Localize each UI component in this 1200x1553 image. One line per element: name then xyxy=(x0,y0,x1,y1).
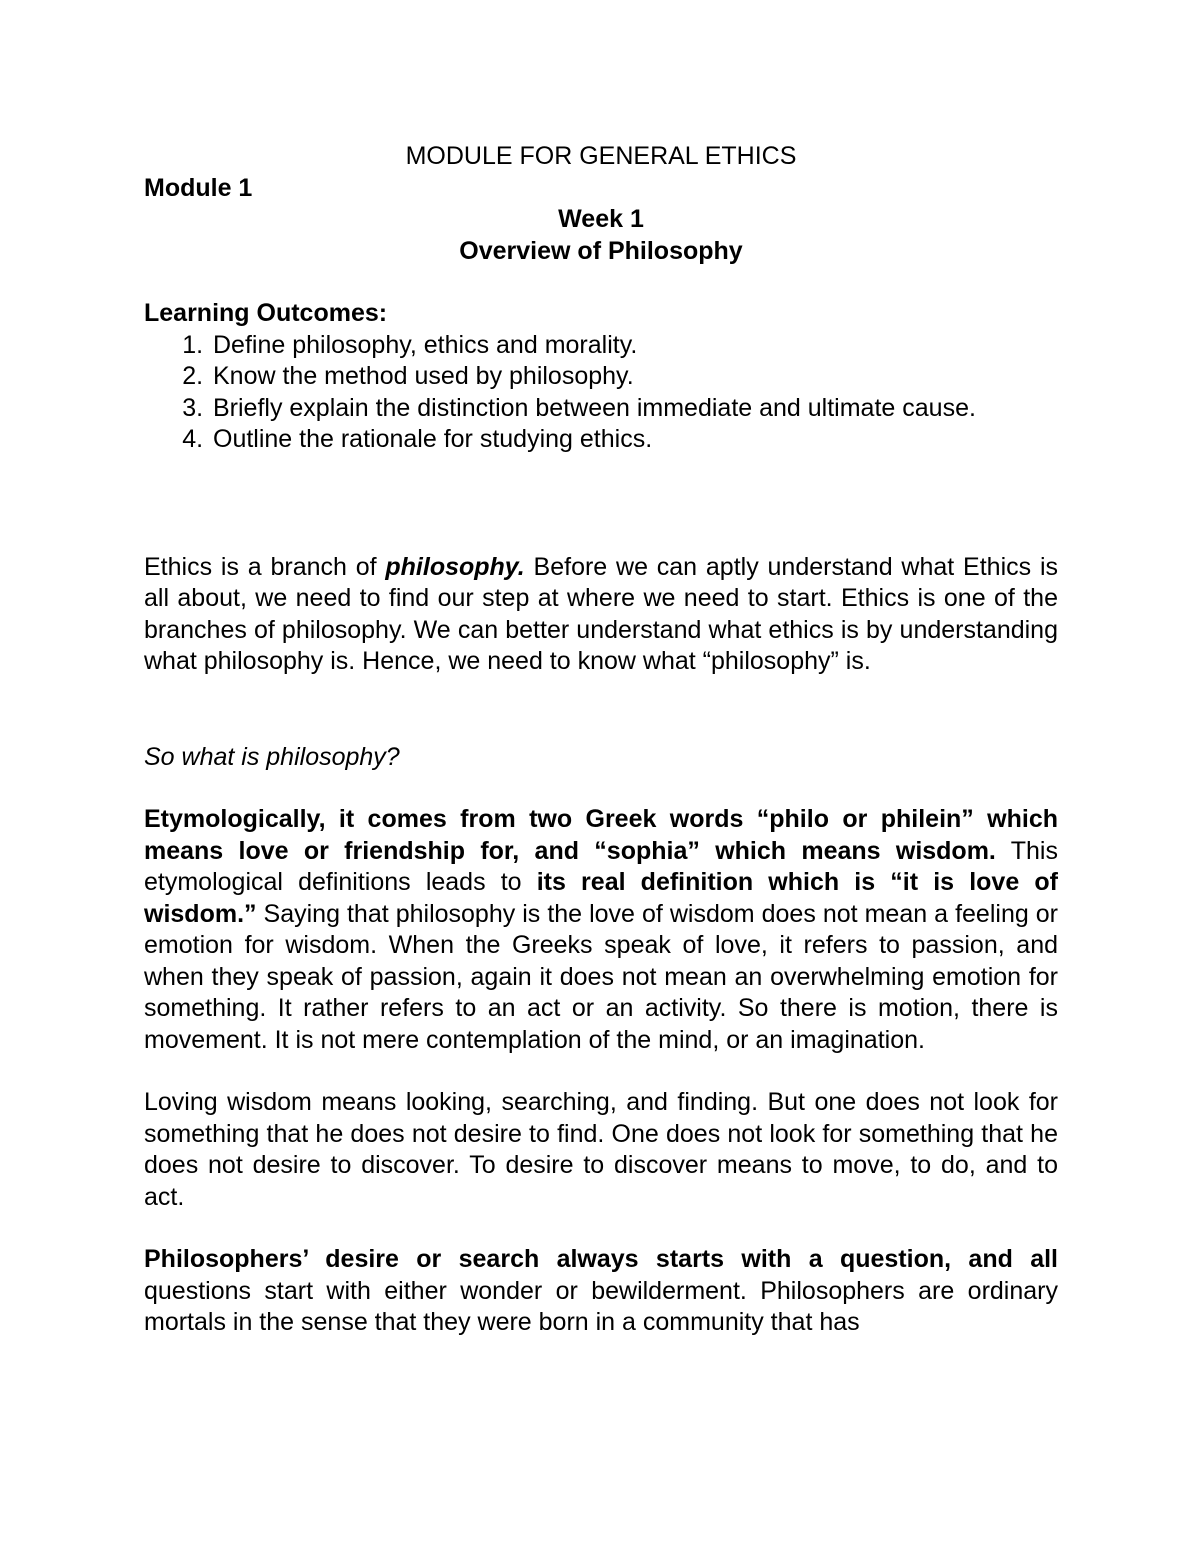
loving-wisdom-paragraph: Loving wisdom means looking, searching, and finding. But one does not look for something that he does not desire to find. One does not look for something that he does not desire to discover. To desire to discover means to move, to do, and to act. xyxy=(144,1088,1058,1211)
document-page xyxy=(144,141,1058,1339)
module-label: Module 1 xyxy=(144,173,253,202)
philosophers-text: questions start with either wonder or bewilderment. Philosophers are ordinary mortals in the sense that they were born in a community that has xyxy=(144,1276,1058,1336)
list-item: 1. Define philosophy, ethics and morality. xyxy=(210,330,1058,362)
week-label: Week 1 xyxy=(558,205,644,233)
intro-text-1: Ethics is a branch of xyxy=(144,552,386,581)
philosophers-paragraph xyxy=(144,1244,1058,1339)
topic-title: Overview of Philosophy xyxy=(459,236,743,265)
list-item: 3. Briefly explain the distinction between immediate and ultimate cause. xyxy=(210,393,1058,425)
intro-paragraph xyxy=(144,552,1058,678)
intro-text-2: Before we can aptly understand what Ethics is all about, we need to find our step at where we need to start. Ethics is one of the branches of philosophy. We can better understand what ethics is by understanding what philosophy is. Hence, we need to know what “philosophy” is. xyxy=(144,552,1058,675)
section-question: So what is philosophy? xyxy=(144,742,400,771)
list-item: 4. Outline the rationale for studying ethics. xyxy=(210,424,1058,456)
philosophy-emphasis: philosophy. xyxy=(385,552,525,581)
etymology-text-2: This etymological definitions leads to xyxy=(144,836,1058,896)
learning-outcomes-heading: Learning Outcomes: xyxy=(144,299,388,327)
philosophers-bold: Philosophers’ desire or search always starts with a question, and all xyxy=(144,1245,1058,1273)
list-item: 2. Know the method used by philosophy. xyxy=(210,361,1058,393)
etymology-paragraph xyxy=(144,804,1058,1056)
learning-outcomes-list xyxy=(144,330,1058,456)
document-title: MODULE FOR GENERAL ETHICS xyxy=(405,142,797,170)
etymology-bold-2: its real definition which is “it is love of wisdom.” xyxy=(144,868,1058,928)
etymology-text-3: Saying that philosophy is the love of wisdom does not mean a feeling or emotion for wisdom. When the Greeks speak of love, it refers to passion, and when they speak of passion, again it does not mean an overwhelming emotion for something. It rather refers to an act or an activity. So there is motion, there is movement. It is not mere contemplation of the mind, or an imagination. xyxy=(144,899,1058,1054)
etymology-bold-1: Etymologically, it comes from two Greek words “philo or philein” which means love or friendship for, and “sophia” which means wisdom. xyxy=(144,805,1058,865)
